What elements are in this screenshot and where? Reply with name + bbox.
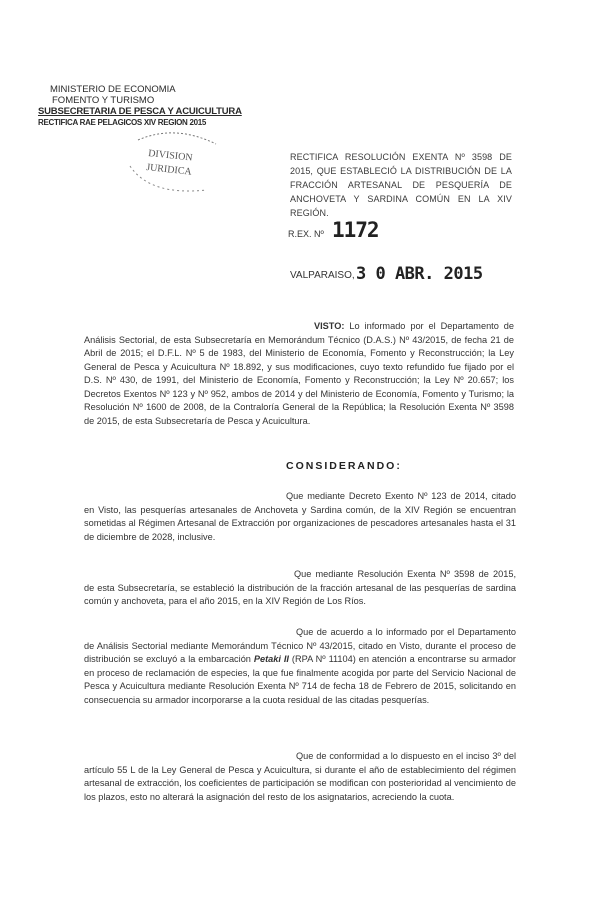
visto-paragraph [84,320,514,428]
resolution-number: 1172 [332,218,379,242]
considerando-paragraph-2: Que mediante Resolución Exenta Nº 3598 de 2015, de esta Subsecretaría, se estableció la distribución de la fracción artesanal de las pesquerías de sardina común y anchoveta, para el año 2015, en la XIV Región de Los Ríos. [84,569,516,606]
place: VALPARAISO, [290,270,355,281]
reference-code: RECTIFICA RAE PELAGICOS XIV REGION 2015 [38,118,207,127]
division-juridica-stamp [120,130,230,200]
p3-text-before: Que de acuerdo a lo informado por el Departamento de Análisis Sectorial mediante Memorándum Técnico Nº 43/2015, citado en Visto, durante el proceso de distribución se excluyó a la embarcación [84,627,516,664]
stamp-line-1: DIVISION [147,148,194,164]
stamp-line-2: JURIDICA [145,162,193,178]
subsecretaria-name: SUBSECRETARIA DE PESCA Y ACUICULTURA [38,106,242,117]
resolution-label: R.EX. Nº [288,229,324,239]
vessel-name: Petaki II [253,654,289,664]
considerando-heading: CONSIDERANDO: [286,460,402,472]
ministry-subtitle: FOMENTO Y TURISMO [52,95,155,106]
visto-text: Lo informado por el Departamento de Análisis Sectorial, de esta Subsecretaría en Memorándum Técnico (D.A.S.) Nº 43/2015, de fecha 21 de Abril de 2015; el D.F.L. Nº 5 de 1983, del Ministerio de Economía, Fomento y Reconstrucción; la Ley General de Pesca y Acuicultura Nº 18.892, y sus modificaciones, cuyo texto refundido fue fijado por el D.S. Nº 430, de 1991, del Ministerio de Economía, Fomento y Reconstrucción; la Ley Nº 20.657; los Decretos Exentos Nº 123 y Nº 952, ambos de 2014 y del Ministerio de Economía, Fomento y Turismo; la Resolución Nº 1600 de 2008, de la Contraloría General de la República; la Resolución Exenta Nº 3598 de 2015, de esta Subsecretaría de Pesca y Acuicultura. [84,321,514,426]
resolution-date: 3 0 ABR. 2015 [356,264,483,284]
resolution-number-block [288,218,379,242]
ministry-name: MINISTERIO DE ECONOMIA [50,84,176,95]
considerando-paragraph-1: Que mediante Decreto Exento Nº 123 de 2014, citado en Visto, las pesquerías artesanales de Anchoveta y Sardina común, de la XIV Región se encuentran sometidas al Régimen Artesanal de Extracción por organizaciones de pescadores artesanales hasta el 31 de diciembre de 2028, inclusive. [84,491,516,542]
considerando-paragraph-4: Que de conformidad a lo dispuesto en el inciso 3º del artículo 55 L de la Ley General de Pesca y Acuicultura, si durante el año de establecimiento del régimen artesanal de extracción, los coeficientes de participación se modifican con posterioridad al vencimiento de los plazos, esto no alterará la asignación del resto de los asignatarios, acreciendo la cuota. [84,751,516,802]
place-date-block [290,264,483,284]
letterhead [38,84,242,128]
considerando-paragraph-3 [84,626,516,707]
resolution-subject: RECTIFICA RESOLUCIÓN EXENTA Nº 3598 DE 2015, QUE ESTABLECIÓ LA DISTRIBUCIÓN DE LA FRACCIÓN ARTESANAL DE PESQUERÍA DE ANCHOVETA Y SARDINA COMÚN EN LA XIV REGIÓN. [290,152,512,218]
p3-text-after: (RPA Nº 11104) en atención a encontrarse su armador en proceso de reclamación de especies, la que fue finalmente acogida por parte del Servicio Nacional de Pesca y Acuicultura mediante Resolución Exenta Nº 714 de fecha 18 de Febrero de 2015, solicitando en consecuencia su armador incorporarse a la cuota residual de las citadas pesquerías. [84,654,516,705]
visto-label: VISTO: [314,321,345,331]
